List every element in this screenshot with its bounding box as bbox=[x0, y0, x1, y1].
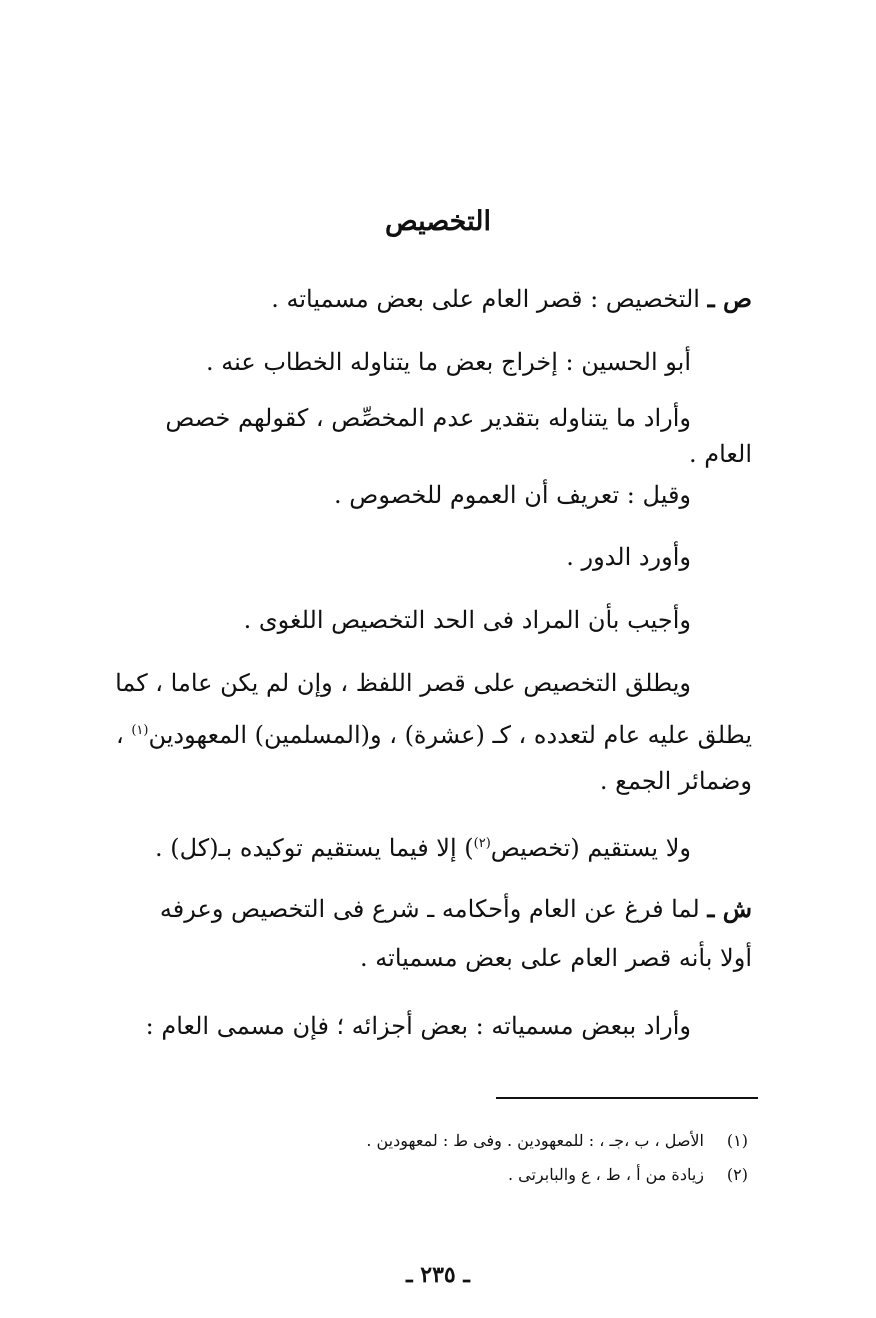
paragraph-text-line: وأجيب بأن المراد فى الحد التخصيص اللغوى . bbox=[243, 606, 691, 634]
paragraph-text-line: وأورد الدور . bbox=[566, 543, 691, 571]
footnote bbox=[508, 1164, 748, 1186]
paragraph-text-line: أولا بأنه قصر العام على بعض مسمياته . bbox=[360, 944, 752, 972]
page-number: ـ ٢٣٥ ـ bbox=[406, 1262, 470, 1288]
text-run: ) إلا فيما يستقيم توكيده بـ(كل) . bbox=[154, 834, 474, 862]
footnote bbox=[366, 1130, 748, 1152]
footnote-divider bbox=[496, 1097, 758, 1099]
definition-text: التخصيص : قصر العام على بعض مسمياته . bbox=[271, 285, 700, 313]
paragraph-text-line: ويطلق التخصيص على قصر اللفظ ، وإن لم يكن عاما ، كما bbox=[115, 669, 691, 697]
text-run: ولا يستقيم (تخصيص bbox=[490, 834, 691, 862]
footnote-number: (٢) bbox=[726, 1165, 748, 1184]
footnote-marker: (١) bbox=[131, 723, 149, 738]
footnote-text: الأصل ، ب ،جـ ، : للمعهودين . وفى ط : لمعهودين . bbox=[366, 1131, 704, 1150]
footnote-number: (١) bbox=[726, 1131, 748, 1150]
paragraph-text-line: وضمائر الجمع . bbox=[599, 767, 752, 795]
paragraph-text-line: وقيل : تعريف أن العموم للخصوص . bbox=[334, 481, 691, 509]
text-run: يطلق عليه عام لتعدده ، كـ (عشرة) ، و(المسلمين) المعهودين bbox=[148, 721, 752, 749]
paragraph-text-line bbox=[155, 828, 691, 864]
commentary-text: لما فرغ عن العام وأحكامه ـ شرع فى التخصيص وعرفه bbox=[159, 895, 700, 923]
paragraph-text-line: العام . bbox=[689, 440, 752, 468]
section-title: التخصيص bbox=[385, 206, 491, 237]
paragraph-text-line bbox=[160, 893, 752, 925]
paragraph-text-line bbox=[271, 283, 752, 315]
text-run: ، bbox=[115, 721, 132, 749]
text-label-shin: ش ـ bbox=[707, 894, 752, 923]
footnote-marker: (٢) bbox=[473, 836, 491, 851]
paragraph-text-line: وأراد ببعض مسمياته : بعض أجزائه ؛ فإن مسمى العام : bbox=[145, 1012, 691, 1040]
paragraph-text-line bbox=[116, 715, 752, 751]
footnote-text: زيادة من أ ، ط ، ع والبابرتى . bbox=[507, 1165, 704, 1184]
paragraph-text-line: أبو الحسين : إخراج بعض ما يتناوله الخطاب عنه . bbox=[206, 348, 691, 376]
text-label-sad: ص ـ bbox=[707, 284, 752, 313]
paragraph-text-line: وأراد ما يتناوله بتقدير عدم المخصِّص ، كقولهم خصص bbox=[165, 404, 691, 432]
